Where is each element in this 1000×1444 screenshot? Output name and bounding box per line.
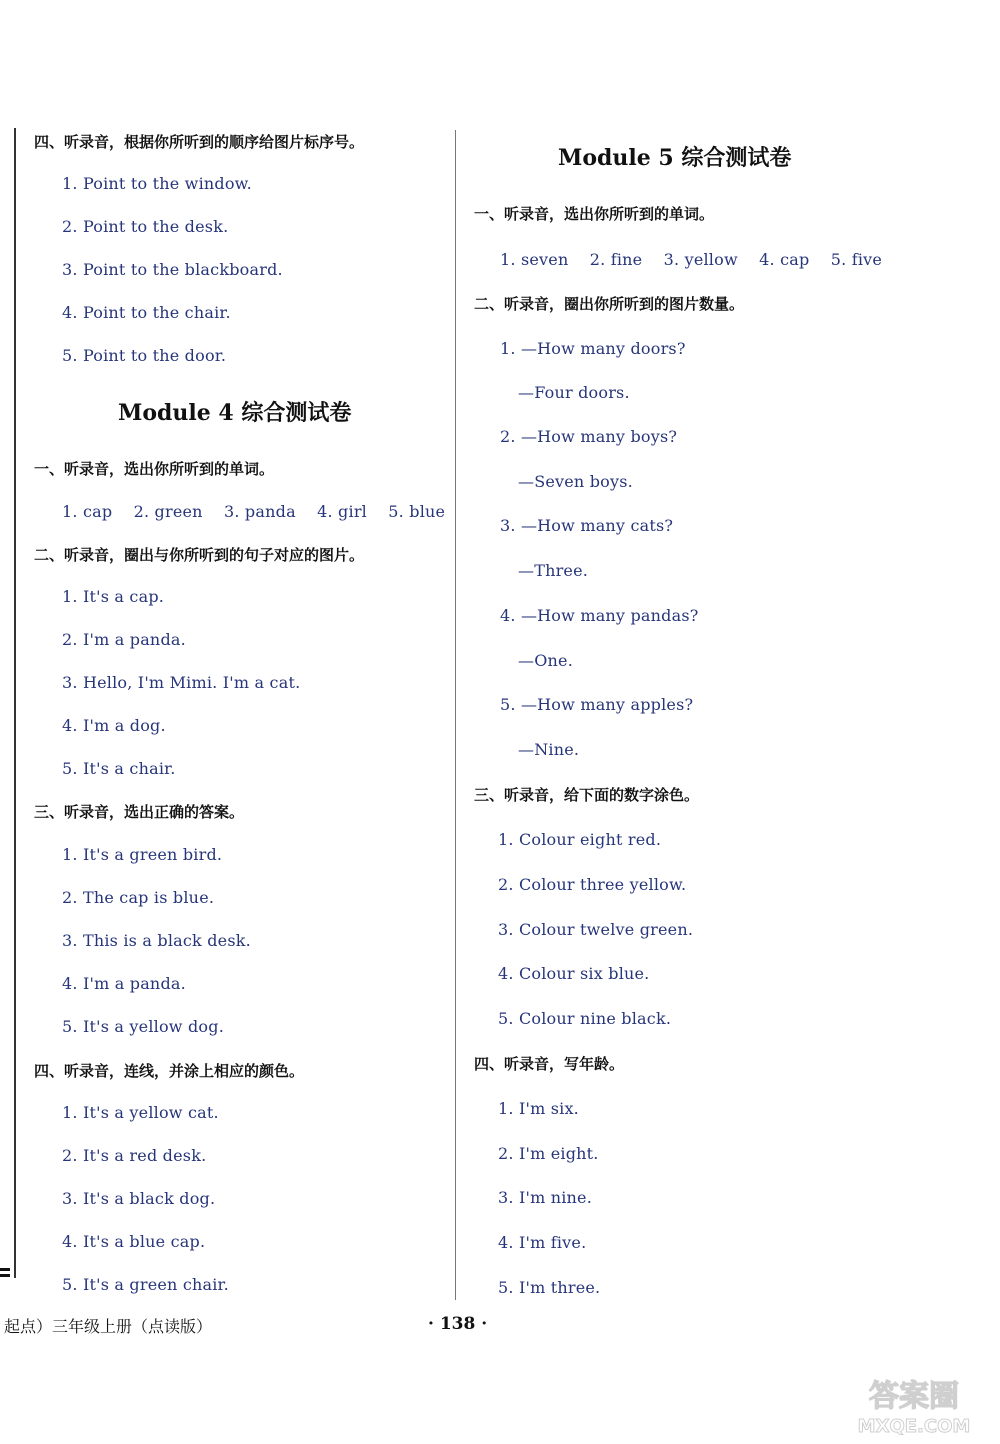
word-option: 2. fine xyxy=(589,250,643,269)
edge-mark xyxy=(0,1268,10,1271)
section-heading: 二、听录音，圈出你所听到的图片数量。 xyxy=(474,295,745,313)
section-heading: 三、听录音，给下面的数字涂色。 xyxy=(474,786,700,804)
answer-line: —Three. xyxy=(518,561,589,580)
left-margin-rule xyxy=(14,128,16,1278)
watermark-text-top: 答案圈 xyxy=(869,1379,959,1414)
answer-line: —Nine. xyxy=(518,740,580,759)
word-option: 5. blue xyxy=(388,502,446,521)
list-item: 2. It's a red desk. xyxy=(62,1146,207,1165)
list-item: 1. It's a green bird. xyxy=(62,845,223,864)
answer-line: —One. xyxy=(518,651,573,670)
list-item: 1. It's a cap. xyxy=(62,587,165,606)
section-heading: 三、听录音，选出正确的答案。 xyxy=(34,803,245,821)
section-heading: 二、听录音，圈出与你所听到的句子对应的图片。 xyxy=(34,546,365,564)
book-label: 起点）三年级上册（点读版） xyxy=(4,1317,213,1336)
word-list xyxy=(62,502,461,521)
answer-line: —Seven boys. xyxy=(518,472,633,491)
question-line: 4. —How many pandas? xyxy=(500,606,699,625)
list-item: 5. It's a yellow dog. xyxy=(62,1017,224,1036)
list-item: 1. I'm six. xyxy=(498,1099,579,1118)
word-option: 4. cap xyxy=(759,250,810,269)
section-heading: 四、听录音，写年龄。 xyxy=(474,1055,625,1073)
list-item: 3. Hello, I'm Mimi. I'm a cat. xyxy=(62,673,301,692)
section-heading: 四、听录音，根据你所听到的顺序给图片标序号。 xyxy=(34,133,365,151)
module-title: Module 5 综合测试卷 xyxy=(558,145,792,171)
list-item: 5. I'm three. xyxy=(498,1278,601,1297)
word-option: 3. panda xyxy=(223,502,296,521)
watermark-text-bottom: MXQE.COM xyxy=(857,1416,971,1436)
word-option: 2. green xyxy=(133,502,203,521)
list-item: 4. I'm a dog. xyxy=(62,716,166,735)
list-item: 2. I'm eight. xyxy=(498,1144,599,1163)
question-line: 2. —How many boys? xyxy=(500,427,678,446)
list-item: 1. Point to the window. xyxy=(62,174,252,193)
word-option: 5. five xyxy=(830,250,883,269)
list-item: 2. Colour three yellow. xyxy=(498,875,687,894)
list-item: 4. It's a blue cap. xyxy=(62,1232,206,1251)
section-heading: 一、听录音，选出你所听到的单词。 xyxy=(34,460,275,478)
list-item: 3. This is a black desk. xyxy=(62,931,251,950)
answer-line: —Four doors. xyxy=(518,383,630,402)
section-heading: 四、听录音，连线，并涂上相应的颜色。 xyxy=(34,1062,305,1080)
list-item: 4. I'm five. xyxy=(498,1233,587,1252)
word-list xyxy=(500,250,898,269)
question-line: 1. —How many doors? xyxy=(500,339,686,358)
list-item: 4. Point to the chair. xyxy=(62,303,231,322)
list-item: 3. Point to the blackboard. xyxy=(62,260,283,279)
word-option: 1. seven xyxy=(500,250,569,269)
list-item: 5. It's a chair. xyxy=(62,759,176,778)
list-item: 3. Colour twelve green. xyxy=(498,920,694,939)
list-item: 5. Colour nine black. xyxy=(498,1009,672,1028)
page-number: · 138 · xyxy=(428,1314,488,1334)
list-item: 2. The cap is blue. xyxy=(62,888,215,907)
watermark-logo xyxy=(834,1372,994,1436)
question-line: 5. —How many apples? xyxy=(500,695,694,714)
word-option: 1. cap xyxy=(62,502,113,521)
list-item: 5. It's a green chair. xyxy=(62,1275,229,1294)
list-item: 1. Colour eight red. xyxy=(498,830,662,849)
module-title: Module 4 综合测试卷 xyxy=(118,400,352,426)
list-item: 4. Colour six blue. xyxy=(498,964,650,983)
list-item: 4. I'm a panda. xyxy=(62,974,186,993)
section-heading: 一、听录音，选出你所听到的单词。 xyxy=(474,205,715,223)
question-line: 3. —How many cats? xyxy=(500,516,674,535)
list-item: 3. It's a black dog. xyxy=(62,1189,216,1208)
list-item: 2. Point to the desk. xyxy=(62,217,229,236)
list-item: 2. I'm a panda. xyxy=(62,630,186,649)
list-item: 1. It's a yellow cat. xyxy=(62,1103,219,1122)
word-option: 4. girl xyxy=(317,502,367,521)
edge-mark xyxy=(0,1274,10,1277)
list-item: 3. I'm nine. xyxy=(498,1188,593,1207)
list-item: 5. Point to the door. xyxy=(62,346,227,365)
column-divider xyxy=(455,130,456,1300)
word-option: 3. yellow xyxy=(663,250,738,269)
